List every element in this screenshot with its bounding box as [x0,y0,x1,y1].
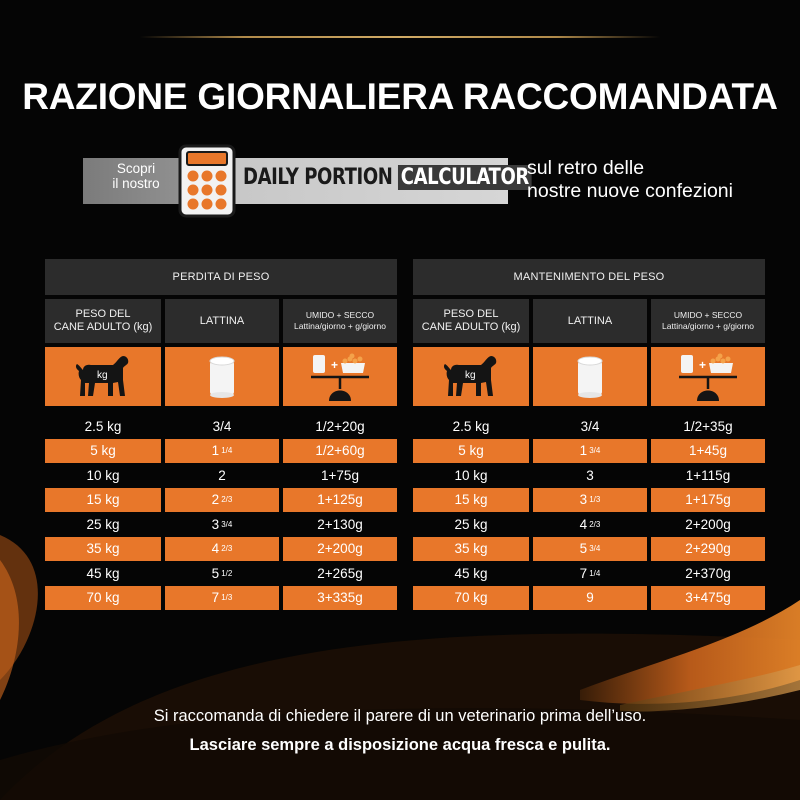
column-header-mix-line2: Lattina/giorno + g/giorno [294,321,386,331]
table-column-headers [413,299,765,343]
table-body [45,414,397,610]
table-row [413,439,765,464]
cell-weight: 35 kg [413,537,529,562]
cell-wet-dry: 1+75g [321,467,359,483]
dog-icon-cell [413,347,529,406]
cell-can-whole: 3 [586,467,594,483]
calculator-prefix-line2: il nostro [112,176,160,191]
wet-dry-scale-icon [305,351,375,403]
cell-can-whole: 3/4 [580,418,600,434]
cell-wet-dry: 2+290g [651,537,765,562]
cell-weight: 2.5 kg [452,418,490,434]
cell-can [165,561,279,586]
cell-weight: 35 kg [45,537,161,562]
cell-weight: 70 kg [45,586,161,611]
column-header-mix [651,299,765,343]
cell-wet-dry: 3+335g [283,586,397,611]
top-gold-rule [140,36,660,38]
cell-can-whole: 4 [211,541,220,557]
calculator-prefix [96,161,176,191]
table-row [413,512,765,537]
table-row [413,561,765,586]
calculator-side-line1: sul retro delle [527,157,645,179]
column-header-can: LATTINA [533,299,647,343]
cell-can [533,488,647,513]
cell-wet-dry: 1+175g [651,488,765,513]
cell-can-whole: 7 [211,590,220,606]
cell-wet-dry: 1+115g [685,467,731,483]
cell-weight: 5 kg [45,439,161,464]
table-row [413,488,765,513]
table-row [45,414,397,439]
table-row [45,537,397,562]
cell-can [165,488,279,513]
svg-text:+: + [331,357,339,372]
cell-can-fraction: 3/4 [589,446,601,456]
cell-can-fraction: 2/3 [221,544,233,554]
table-row [45,463,397,488]
icon-row [45,347,397,406]
column-header-weight-line2: CANE ADULTO (kg) [421,321,521,333]
dog-icon-cell [45,347,161,406]
calculator-side-line2: nostre nuove confezioni [527,180,733,202]
cell-weight: 45 kg [86,565,120,581]
cell-can [533,463,647,488]
column-header-mix-line1: UMIDO + SECCO [305,310,375,320]
cell-can [533,537,647,562]
cell-can-whole: 3/4 [212,418,232,434]
table-row [413,463,765,488]
column-header-weight-line1: PESO DEL [443,308,499,320]
column-header-weight [413,299,529,343]
table-body [413,414,765,610]
cell-can-whole: 1 [579,443,588,459]
calculator-name-part1: DAILY PORTION [243,165,393,190]
cell-wet-dry: 2+370g [685,565,731,581]
svg-text:+: + [699,357,707,372]
cell-can-whole: 7 [579,565,588,581]
table-title: MANTENIMENTO DEL PESO [413,259,765,295]
cell-weight: 15 kg [413,488,529,513]
cell-wet-dry: 2+200g [685,516,731,532]
cell-can-whole: 4 [579,516,588,532]
cell-can-whole: 2 [218,467,226,483]
calculator-side-text [527,157,733,203]
cell-can-whole: 9 [586,590,594,606]
calculator-name [243,165,531,190]
dog-icon-kg-label: kg [465,369,476,381]
cell-can [165,537,279,562]
cell-wet-dry: 1/2+60g [283,439,397,464]
cell-weight: 5 kg [413,439,529,464]
cell-wet-dry: 1+125g [283,488,397,513]
water-advice-text: Lasciare sempre a disposizione acqua fresca e pulita. [189,736,611,754]
table-row [45,488,397,513]
table-row [45,561,397,586]
column-header-weight-line1: PESO DEL [75,308,131,320]
cell-can-fraction: 3/4 [221,519,233,529]
cell-can-fraction: 3/4 [589,544,601,554]
dog-icon-kg-label: kg [97,369,108,381]
column-header-mix [283,299,397,343]
vet-advice-text: Si raccomanda di chiedere il parere di un veterinario prima dell’uso. [153,707,647,725]
cell-can-fraction: 1/4 [589,568,601,578]
cell-wet-dry: 2+200g [283,537,397,562]
cell-wet-dry: 1/2+35g [683,418,733,434]
cell-can [165,439,279,464]
table-row [413,537,765,562]
cell-can [533,414,647,439]
cell-can-whole: 5 [211,565,220,581]
table-title: PERDITA DI PESO [45,259,397,295]
cell-can-fraction: 1/3 [589,495,601,505]
cell-wet-dry: 2+130g [317,516,363,532]
cell-can-fraction: 2/3 [589,519,601,529]
can-icon [575,355,605,399]
icon-row [413,347,765,406]
cell-can [165,463,279,488]
table-row [413,414,765,439]
calculator-prefix-line1: Scopri [116,161,156,176]
can-icon-cell [165,347,279,406]
cell-can-fraction: 1/3 [221,593,233,603]
cell-can-fraction: 1/4 [221,446,233,456]
cell-can [165,414,279,439]
cell-can [165,512,279,537]
can-icon [207,355,237,399]
wet-dry-icon-cell [651,347,765,406]
table-weight-loss [45,259,397,610]
cell-can-whole: 5 [579,541,588,557]
table-row [45,586,397,611]
cell-can-whole: 3 [579,492,588,508]
page-title: RAZIONE GIORNALIERA RACCOMANDATA [22,76,778,117]
cell-wet-dry: 2+265g [317,565,363,581]
column-header-mix-line2: Lattina/giorno + g/giorno [662,321,754,331]
cell-wet-dry: 3+475g [651,586,765,611]
cell-wet-dry: 1/2+20g [315,418,365,434]
table-row [45,439,397,464]
wet-dry-scale-icon [673,351,743,403]
wet-dry-icon-cell [283,347,397,406]
cell-weight: 15 kg [45,488,161,513]
column-header-can: LATTINA [165,299,279,343]
cell-can [533,439,647,464]
cell-can-fraction: 1/2 [221,568,233,578]
cell-weight: 2.5 kg [84,418,122,434]
cell-can-fraction: 2/3 [221,495,233,505]
cell-weight: 10 kg [454,467,488,483]
cell-weight: 25 kg [86,516,120,532]
dog-icon [73,352,133,402]
cell-can [165,586,279,611]
cell-can [533,561,647,586]
column-header-weight [45,299,161,343]
table-row [45,512,397,537]
cell-weight: 45 kg [454,565,488,581]
column-header-weight-line2: CANE ADULTO (kg) [53,321,153,333]
dog-icon [441,352,501,402]
cell-can-whole: 3 [211,516,220,532]
cell-can [533,512,647,537]
cell-can [533,586,647,611]
calculator-icon [178,144,236,218]
cell-weight: 70 kg [413,586,529,611]
calculator-name-part2: CALCULATOR [398,165,531,190]
cell-weight: 25 kg [454,516,488,532]
cell-wet-dry: 1+45g [651,439,765,464]
table-column-headers [45,299,397,343]
table-row [413,586,765,611]
can-icon-cell [533,347,647,406]
table-weight-maintenance [413,259,765,610]
cell-can-whole: 1 [211,443,220,459]
cell-can-whole: 2 [211,492,220,508]
cell-weight: 10 kg [86,467,120,483]
column-header-mix-line1: UMIDO + SECCO [673,310,743,320]
